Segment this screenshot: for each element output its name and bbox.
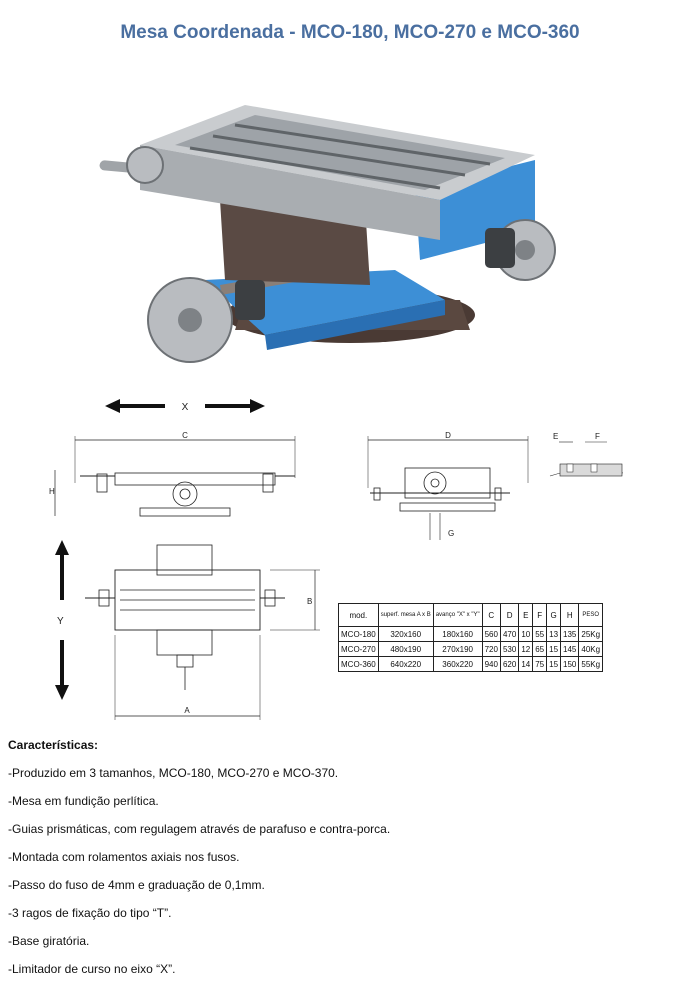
table-cell: 530 [500,642,518,657]
feature-item: -Limitador de curso no eixo “X”. [8,962,176,976]
header-d: D [500,604,518,627]
dim-g-label: G [448,529,455,538]
table-cell: 320x160 [378,627,433,642]
table-row [339,642,603,657]
front-view-drawing [360,428,535,543]
table-cell: 560 [482,627,500,642]
side-view-drawing [45,428,305,523]
x-axis-arrow [100,395,270,417]
header-f: F [533,604,547,627]
table-cell: 640x220 [378,657,433,672]
table-row [339,627,603,642]
feature-item: -Montada com rolamentos axiais nos fusos. [8,850,240,864]
dim-b-label: B [307,597,313,606]
header-model: mod. [339,604,379,627]
table-cell: MCO-360 [339,657,379,672]
table-cell: 180x160 [433,627,482,642]
table-cell: 480x190 [378,642,433,657]
header-g: G [547,604,561,627]
table-cell: 55 [533,627,547,642]
specs-header-row [339,604,603,627]
table-cell: 25Kg [579,627,603,642]
header-h: H [561,604,579,627]
table-cell: 14 [519,657,533,672]
feature-item: -Passo do fuso de 4mm e graduação de 0,1mm. [8,878,265,892]
table-cell: 620 [500,657,518,672]
header-surface: superf. mesa A x B [378,604,433,627]
table-cell: 150 [561,657,579,672]
t-slot-detail [545,428,630,483]
top-view-drawing [85,540,330,725]
feature-item: -Mesa em fundição perlítica. [8,794,159,808]
features-section [8,738,688,990]
table-cell: 940 [482,657,500,672]
table-cell: 12 [519,642,533,657]
dim-d-label: D [445,431,451,440]
table-cell: 135 [561,627,579,642]
table-cell: 470 [500,627,518,642]
table-cell: 145 [561,642,579,657]
table-cell: MCO-180 [339,627,379,642]
table-cell: 13 [547,627,561,642]
table-cell: 15 [547,657,561,672]
dim-a-label: A [184,706,190,715]
product-photo [95,100,565,380]
table-cell: 55Kg [579,657,603,672]
feature-item: -Guias prismáticas, com regulagem através de parafuso e contra-porca. [8,822,391,836]
table-cell: 15 [547,642,561,657]
dim-c-label: C [182,431,188,440]
feature-item: -3 ragos de fixação do tipo “T”. [8,906,172,920]
table-cell: 360x220 [433,657,482,672]
table-cell: 40Kg [579,642,603,657]
header-e: E [519,604,533,627]
y-axis-arrow [50,535,74,705]
header-travel: avanço "X" x "Y" [433,604,482,627]
dim-f-label: F [595,432,600,441]
table-cell: MCO-270 [339,642,379,657]
y-axis-label: Y [57,616,64,627]
table-cell: 720 [482,642,500,657]
table-row [339,657,603,672]
page-title: Mesa Coordenada - MCO-180, MCO-270 e MCO-360 [120,22,580,43]
feature-item: -Produzido em 3 tamanhos, MCO-180, MCO-270 e MCO-370. [8,766,339,780]
table-cell: 65 [533,642,547,657]
header-c: C [482,604,500,627]
dim-e-label: E [553,432,559,441]
dim-h-label: H [49,487,55,496]
specs-table [338,603,603,672]
table-cell: 75 [533,657,547,672]
header-weight: PESO [579,604,603,627]
feature-item: -Base giratória. [8,934,90,948]
features-heading: Características: [8,738,99,752]
table-cell: 270x190 [433,642,482,657]
table-cell: 10 [519,627,533,642]
x-axis-label: X [181,402,189,413]
